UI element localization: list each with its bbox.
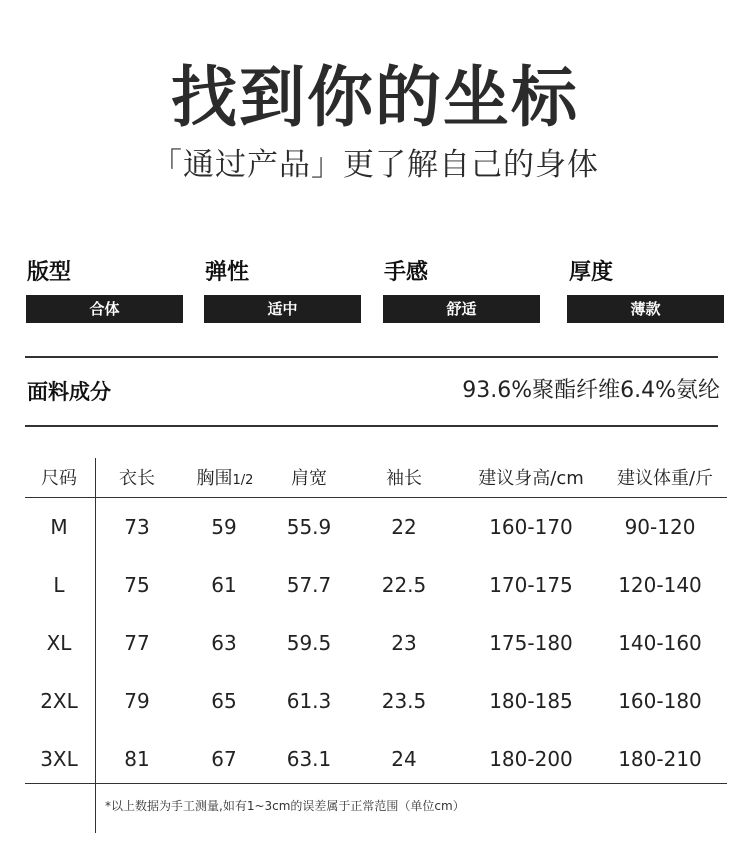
attribute-badge-feel: 舒适	[383, 295, 540, 323]
cell-height: 175-180	[489, 631, 573, 655]
cell-weight: 160-180	[618, 689, 702, 713]
cell-chest: 67	[211, 747, 237, 771]
header-length: 衣长	[119, 468, 155, 489]
attribute-label-fit: 版型	[27, 260, 72, 285]
cell-length: 79	[124, 689, 150, 713]
cell-sleeve: 22	[391, 515, 417, 539]
cell-length: 75	[124, 573, 150, 597]
cell-length: 73	[124, 515, 150, 539]
header-chest-label: 胸围	[196, 468, 233, 489]
cell-size: L	[53, 573, 65, 597]
cell-weight: 120-140	[618, 573, 702, 597]
cell-shoulder: 55.9	[286, 515, 332, 539]
cell-shoulder: 59.5	[286, 631, 332, 655]
cell-size: 3XL	[40, 747, 78, 771]
cell-chest: 63	[211, 631, 237, 655]
cell-shoulder: 63.1	[286, 747, 332, 771]
cell-sleeve: 24	[391, 747, 417, 771]
cell-sleeve: 23.5	[381, 689, 427, 713]
header-chest	[180, 466, 270, 494]
fabric-bottom-divider	[25, 425, 718, 427]
cell-chest: 65	[211, 689, 237, 713]
page-subtitle: 「通过产品」更了解自己的身体	[151, 147, 599, 183]
cell-sleeve: 22.5	[381, 573, 427, 597]
header-chest-fraction: 1/2	[232, 473, 254, 488]
cell-chest: 59	[211, 515, 237, 539]
header-height: 建议身高/cm	[478, 468, 584, 489]
cell-shoulder: 57.7	[286, 573, 332, 597]
fabric-top-divider	[25, 356, 718, 358]
cell-length: 81	[124, 747, 150, 771]
table-bottom-divider	[25, 783, 727, 784]
cell-height: 170-175	[489, 573, 573, 597]
attribute-label-feel: 手感	[384, 260, 429, 285]
measurement-note: *以上数据为手工测量,如有1~3cm的误差属于正常范围（单位cm）	[105, 799, 465, 813]
cell-size: M	[50, 515, 68, 539]
cell-weight: 140-160	[618, 631, 702, 655]
cell-height: 180-185	[489, 689, 573, 713]
cell-weight: 90-120	[624, 515, 696, 539]
cell-size: 2XL	[40, 689, 78, 713]
fabric-value: 93.6%聚酯纤维6.4%氨纶	[462, 378, 720, 403]
page-title: 找到你的坐标	[171, 59, 579, 136]
table-header-divider	[25, 497, 727, 498]
attribute-badge-elasticity: 适中	[204, 295, 361, 323]
header-shoulder: 肩宽	[291, 468, 327, 489]
cell-size: XL	[46, 631, 72, 655]
fabric-label: 面料成分	[27, 380, 111, 404]
cell-sleeve: 23	[391, 631, 417, 655]
attribute-badge-thickness: 薄款	[567, 295, 724, 323]
attribute-label-thickness: 厚度	[569, 260, 614, 285]
attribute-label-elasticity: 弹性	[205, 260, 250, 285]
cell-height: 160-170	[489, 515, 573, 539]
header-sleeve: 袖长	[386, 468, 422, 489]
header-weight: 建议体重/斤	[616, 468, 714, 489]
cell-weight: 180-210	[618, 747, 702, 771]
cell-shoulder: 61.3	[286, 689, 332, 713]
cell-chest: 61	[211, 573, 237, 597]
header-size: 尺码	[41, 468, 77, 489]
cell-height: 180-200	[489, 747, 573, 771]
cell-length: 77	[124, 631, 150, 655]
attribute-badge-fit: 合体	[26, 295, 183, 323]
